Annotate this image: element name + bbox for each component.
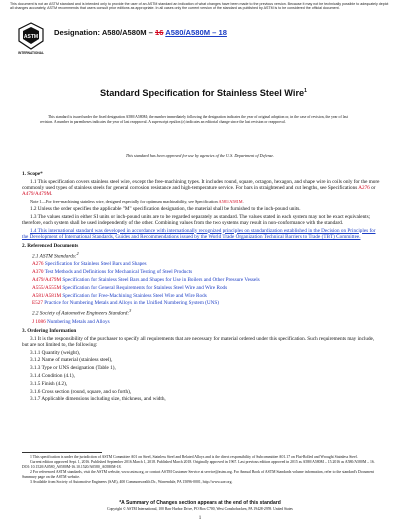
ref-code[interactable]: A581/A581M <box>32 292 62 299</box>
ordering-item: 3.1.5 Finish (4.2), <box>30 380 68 387</box>
designation-prefix: Designation: A580/A580M <box>54 28 147 37</box>
ref-desc[interactable]: Practice for Numbering Metals and Alloys in the Unified Numbering System (UNS) <box>42 300 220 307</box>
p1-text: 1.1 This specification covers stainless steel wire, except the free-machining types. It includes round, square, octagon, hexagon, and shape wire in coils only for the more commonly used types of stainless steels for general corrosion resistance and high-temperature service. For bars in straightened and cut lengths, see Specifications <box>22 178 380 191</box>
footnote-1-edition: Current edition approved Sept. 1, 2016. Published September 2016.March 1, 2018. Published March 2018. Originally approved in 1967. Last previous edition approved in 2015 as A580/A580M – 15.2016 as A580/A580M – 16. DOI: 10.1520/A0580_A0580M-16.10.1520/A0580_A0580M-18. <box>22 460 375 469</box>
ref-code[interactable]: E527 <box>32 300 43 307</box>
ordering-item: 3.1.3 Type or UNS designation (Table 1), <box>30 365 116 372</box>
note1-text: Note 1—For free-machining stainless wire, designed especially for optimum machinability, see Specification <box>30 199 219 204</box>
copyright-address: Copyright © ASTM International, 100 Barr Harbor Drive, PO Box C700, West Conshohocken, PA 19428-2959. United States <box>107 507 293 511</box>
ref-desc[interactable]: Numbering Metals and Alloys <box>45 318 110 325</box>
ordering-item: 3.1.1 Quantity (weight), <box>30 349 80 356</box>
ref-item-sae[interactable] <box>22 319 380 325</box>
link-a276[interactable]: A276 <box>358 185 370 191</box>
page-number: 1 <box>198 516 202 521</box>
ref-desc[interactable]: Test Methods and Definitions for Mechanical Testing of Steel Products <box>43 269 193 276</box>
paragraph-1-1 <box>22 179 380 198</box>
link-a479[interactable]: A479/A479M <box>22 191 52 198</box>
redline-notice: This document is not an ASTM standard and is intended only to provide the user of an ASTM standard an indication of what changes have been made to the previous version. Because it may not be technically possible to adequately depict all changes accurately, ASTM recommends that users consult prior editions as appropriate. In all cases only the current version of the standard as published by ASTM is to be considered the official document. <box>10 2 389 11</box>
astm-label-text: 2.1 ASTM Standards: <box>32 253 77 260</box>
ref-code[interactable]: A479/A479M <box>32 276 62 283</box>
link-a581[interactable]: A581/A581M <box>218 199 243 204</box>
astm-standards-label <box>22 251 380 260</box>
astm-sup: 2 <box>76 250 79 256</box>
section-heading-referenced: 2. Referenced Documents <box>22 243 79 249</box>
summary-of-changes-note: *A Summary of Changes section appears at the end of this standard <box>119 500 281 506</box>
ref-item[interactable] <box>22 293 380 299</box>
svg-text:INTERNATIONAL: INTERNATIONAL <box>18 51 44 55</box>
paragraph-1-2: 1.2 Unless the order specifies the applicable "M" specification designation, the material shall be furnished to the inch-pound units. <box>30 205 301 212</box>
ref-desc[interactable]: Specification for General Requirements for Stainless Steel Wire and Wire Rods <box>61 284 228 291</box>
ordering-item: 3.1.6 Cross section (round, square, and so forth), <box>30 388 132 395</box>
designation-inserted: A580/A580M – 18 <box>165 28 227 37</box>
footnote-2: 2 For referenced ASTM standards, visit the ASTM website, www.astm.org, or contact ASTM Customer Service at service@astm.org. For Annual Book of ASTM Standards volume information, refer to the standard's Document Summary page on the ASTM website. <box>22 469 374 479</box>
sae-standard-label <box>22 308 380 317</box>
p1-end: . <box>51 191 53 198</box>
section-heading-scope: 1. Scope* <box>22 171 43 177</box>
footnote-divider <box>22 452 102 453</box>
ref-item[interactable] <box>22 261 380 267</box>
astm-logo-icon <box>18 22 44 55</box>
section-heading-ordering: 3. Ordering Information <box>22 327 77 334</box>
document-body <box>22 168 380 404</box>
title-footnote-mark: 1 <box>304 88 307 94</box>
ordering-item: 3.1.4 Condition (4.1), <box>30 373 75 380</box>
svg-text:ASTM: ASTM <box>23 34 39 40</box>
designation-dash: – <box>146 28 156 37</box>
paragraph-1-3: 1.3 The values stated in either SI units or inch-pound units are to be regarded separately as standard. The values stated in each system may not be exact equivalents; therefore, each system shall be used independently of the other. Combining values from the two systems may result in non-conformance with the standard. <box>22 213 371 226</box>
note-1 <box>22 199 380 204</box>
footnotes <box>22 455 380 485</box>
footnote-1: 1 This specification is under the jurisdiction of ASTM Committee A01 on Steel, Stainless Steel and Related Alloys and is the direct responsibility of Subcommittee A01.17 on Flat-Rolled and Wrought Stainless Steel. <box>30 455 358 459</box>
paragraph-1-4-inserted: 1.4 This international standard was developed in accordance with internationally recognized principles on standardization established in the Decision on Principles for the Development of International Standards, Guides and Recommendations issued by the World Trade Organization Technical Barriers to Trade (TBT) Committee. <box>22 227 376 240</box>
standard-issuance-note: This standard is issued under the fixed designation A580/A580M; the number immediately following the designation indicates the year of original adoption or, in the case of revision, the year of last revision. A number in parentheses indicates the year of last reapproval. A superscript epsilon (ε) indicates an editorial change since the last revision or reapproval. <box>40 115 348 124</box>
paragraph-3-1: 3.1 It is the responsibility of the purchaser to specify all requirements that are necessary for material ordered under this specification. Such requirements may include, but are not limited to, the following: <box>22 335 375 348</box>
note1-end: . <box>242 199 244 204</box>
designation-deleted-year: 16 <box>155 28 164 37</box>
dod-approval-note: This standard has been approved for use by agencies of the U.S. Department of Defense. <box>125 153 275 158</box>
ref-item[interactable] <box>22 300 380 306</box>
ref-desc[interactable]: Specification for Stainless Steel Bars and Shapes for Use in Boilers and Other Pressure Vessels <box>61 276 260 283</box>
title-text: Standard Specification for Stainless Steel Wire <box>100 88 305 99</box>
document-title <box>100 86 360 99</box>
ref-code[interactable]: A370 <box>32 269 44 276</box>
ref-code[interactable]: A276 <box>32 261 44 268</box>
ref-code[interactable]: A555/A555M <box>32 284 62 291</box>
sae-label-text: 2.2 Society of Automotive Engineers Standard: <box>32 310 130 317</box>
footnote-3: 3 Available from Society of Automotive Engineers (SAE), 400 Commonwealth Dr., Warrendale, PA 15096-0001, http://www.sae.org. <box>30 479 233 484</box>
designation <box>54 28 227 37</box>
ref-item[interactable] <box>22 285 380 291</box>
ordering-item: 3.1.2 Name of material (stainless steel), <box>30 357 113 364</box>
ref-code[interactable]: J 1086 <box>32 318 46 325</box>
ref-item[interactable] <box>22 269 380 275</box>
p1-or: or <box>369 185 376 191</box>
ref-desc[interactable]: Specification for Stainless Steel Bars and Shapes <box>43 261 147 268</box>
ordering-item: 3.1.7 Applicable dimensions including size, thickness, and width, <box>30 396 166 403</box>
ref-desc[interactable]: Specification for Free-Machining Stainless Steel Wire and Wire Rods <box>61 292 207 299</box>
ref-item[interactable] <box>22 277 380 283</box>
sae-sup: 3 <box>129 308 132 314</box>
